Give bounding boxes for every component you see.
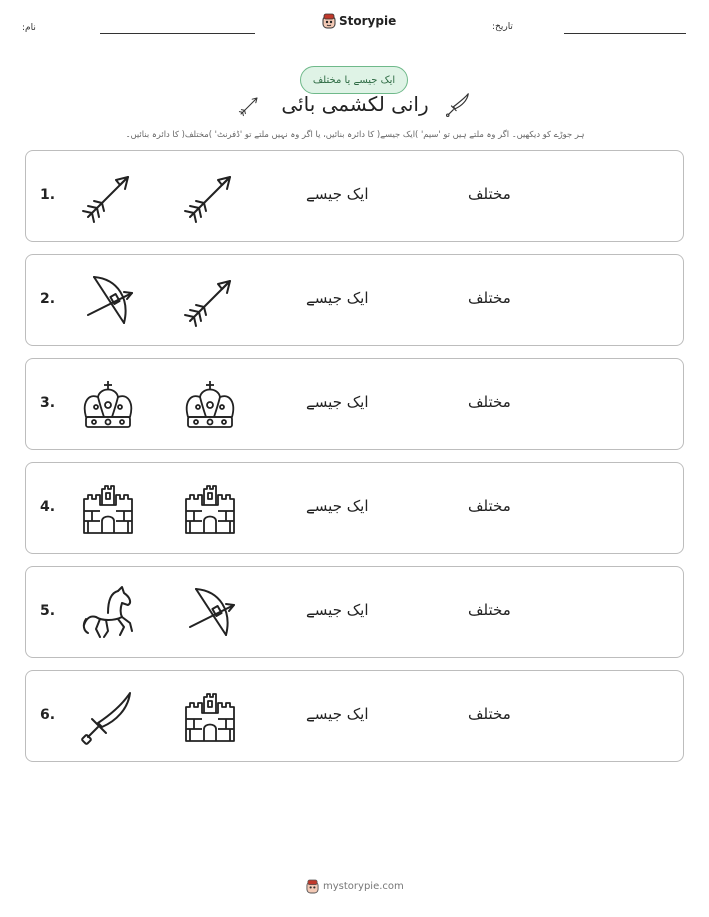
crown-icon [78,375,138,435]
arrow-icon [234,94,264,118]
castle-icon [180,479,240,539]
sword-icon [444,90,472,120]
question-row [25,358,684,450]
same-option[interactable]: ایک جیسے [306,601,369,619]
bow-icon [78,271,138,331]
same-option[interactable]: ایک جیسے [306,497,369,515]
different-option[interactable]: مختلف [468,601,511,619]
question-number: 2. [40,291,56,307]
question-row [25,462,684,554]
question-row [25,670,684,762]
worksheet-title: رانی لکشمی بائی [281,92,429,116]
footer-site: mystorypie.com [323,881,404,892]
question-number: 5. [40,603,56,619]
different-option[interactable]: مختلف [468,497,511,515]
storypie-mascot-icon [306,879,319,894]
castle-icon [78,479,138,539]
storypie-mascot-icon [322,13,336,29]
date-label: تاریخ: [492,22,513,32]
question-number: 4. [40,499,56,515]
crown-icon [180,375,240,435]
instructions-text: ہر جوڑے کو دیکھیں۔ اگر وہ ملتے ہیں تو 'سیم' )ایک جیسے( کا دائرہ بنائیں، یا اگر وہ نہیں ملتے تو 'ڈفرنٹ' )مختلف( کا دائرہ بنائیں۔ [125,129,585,139]
footer [306,879,404,894]
different-option[interactable]: مختلف [468,393,511,411]
name-line[interactable] [100,33,255,34]
name-label: نام: [22,23,36,33]
question-row [25,566,684,658]
same-option[interactable]: ایک جیسے [306,185,369,203]
different-option[interactable]: مختلف [468,185,511,203]
brand-logo [322,13,396,29]
worksheet-type-badge: ایک جیسے یا مختلف [300,66,408,94]
different-option[interactable]: مختلف [468,289,511,307]
different-option[interactable]: مختلف [468,705,511,723]
arrow-icon [180,167,240,227]
horse-icon [78,583,138,643]
same-option[interactable]: ایک جیسے [306,705,369,723]
date-line[interactable] [564,33,686,34]
question-number: 3. [40,395,56,411]
question-row [25,254,684,346]
same-option[interactable]: ایک جیسے [306,289,369,307]
sword-icon [78,687,138,747]
question-row [25,150,684,242]
bow-icon [180,583,240,643]
brand-name: Storypie [339,14,397,28]
same-option[interactable]: ایک جیسے [306,393,369,411]
question-number: 6. [40,707,56,723]
castle-icon [180,687,240,747]
arrow-icon [78,167,138,227]
question-number: 1. [40,187,56,203]
arrow-icon [180,271,240,331]
